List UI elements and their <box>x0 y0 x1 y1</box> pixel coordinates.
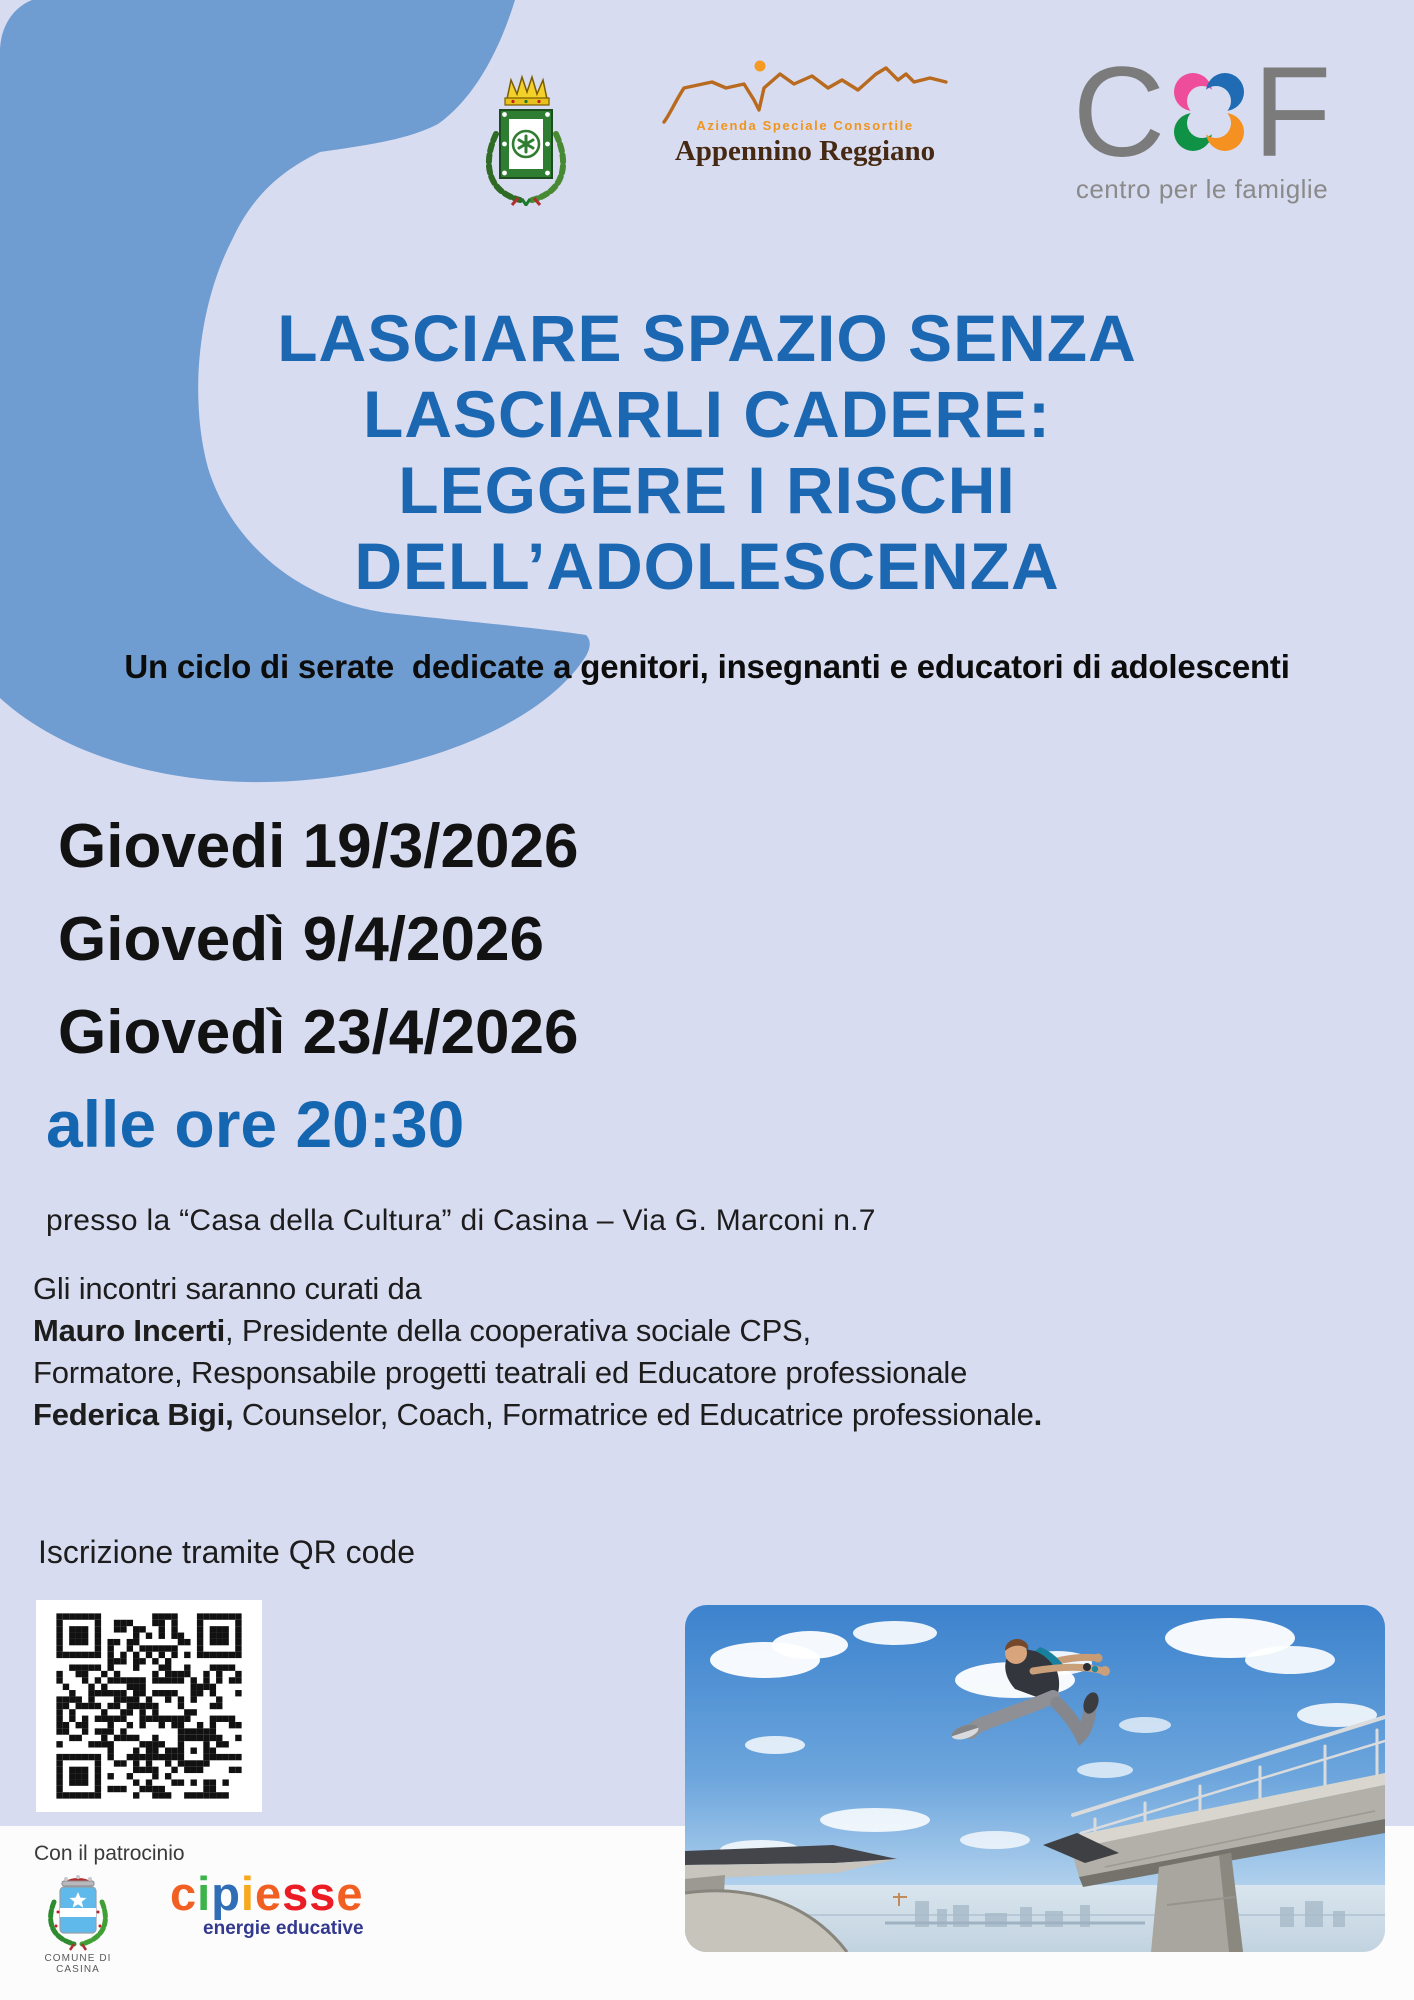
patronage-label: Con il patrocinio <box>34 1842 185 1865</box>
cipiesse-letter: i <box>197 1867 212 1920</box>
cipiesse-tagline: energie educative <box>203 1918 364 1939</box>
appennino-reggiano-logo <box>655 52 955 168</box>
cf-clover-icon <box>1169 70 1249 156</box>
title-line-3: LEGGERE I RISCHI <box>398 453 1016 527</box>
speaker-2-role: Counselor, Coach, Formatrice ed Educatrice professionale <box>233 1397 1034 1432</box>
speaker-2-line <box>33 1394 1233 1436</box>
comune-caption: COMUNE DI CASINA <box>44 1953 112 1975</box>
speaker-2-period: . <box>1033 1397 1043 1432</box>
speaker-1-role-2: Formatore, Responsabile progetti teatrali ed Educatore professionale <box>33 1355 968 1390</box>
speakers-block <box>33 1268 1233 1436</box>
title-line-2: LASCIARLI CADERE: <box>363 377 1051 451</box>
cf-tagline: centro per le famiglie <box>1075 174 1329 204</box>
speaker-1-role: , Presidente della cooperativa sociale CPS, <box>225 1313 811 1348</box>
comune-casina-blue-crest-icon <box>44 1868 112 1952</box>
cf-letter-f: F <box>1253 41 1332 184</box>
cipiesse-letter: e <box>254 1867 283 1920</box>
cipiesse-wordmark <box>170 1867 364 1920</box>
cipiesse-letter: e <box>336 1867 364 1920</box>
cipiesse-letter: s <box>309 1867 337 1920</box>
parkour-photo <box>685 1605 1385 1952</box>
speaker-1-line <box>33 1310 1233 1352</box>
cipiesse-logo <box>170 1867 364 1940</box>
comune-casina-crest-icon <box>478 72 574 206</box>
date-2: Giovedì 9/4/2026 <box>58 905 544 974</box>
speaker-2-name: Federica Bigi, <box>33 1397 234 1432</box>
title-line-1: LASCIARE SPAZIO SENZA <box>277 301 1137 375</box>
centro-famiglie-logo <box>1052 41 1352 205</box>
cipiesse-letter: p <box>211 1867 241 1920</box>
poster-title <box>0 300 1414 604</box>
appennino-subtitle: Azienda Speciale Consortile <box>696 118 914 133</box>
speakers-intro: Gli incontri saranno curati da <box>33 1271 422 1306</box>
event-venue: presso la “Casa della Cultura” di Casina – Via G. Marconi n.7 <box>46 1204 876 1237</box>
date-1: Giovedi 19/3/2026 <box>58 812 579 881</box>
appennino-title: Appennino Reggiano <box>674 135 936 167</box>
event-dates <box>58 800 578 1079</box>
poster-subtitle: Un ciclo di serate dedicate a genitori, insegnanti e educatori di adolescenti <box>124 648 1290 685</box>
date-3: Giovedì 23/4/2026 <box>58 998 579 1067</box>
cipiesse-letter: i <box>240 1867 255 1920</box>
qr-code <box>36 1600 262 1812</box>
cf-letter-c: C <box>1072 41 1166 184</box>
speaker-1-name: Mauro Incerti <box>33 1313 226 1348</box>
title-line-4: DELL’ADOLESCENZA <box>354 529 1060 603</box>
event-time: alle ore 20:30 <box>46 1087 465 1161</box>
qr-instruction-label: Iscrizione tramite QR code <box>38 1534 416 1570</box>
cipiesse-letter: s <box>282 1867 310 1920</box>
cipiesse-letter: c <box>170 1867 198 1920</box>
